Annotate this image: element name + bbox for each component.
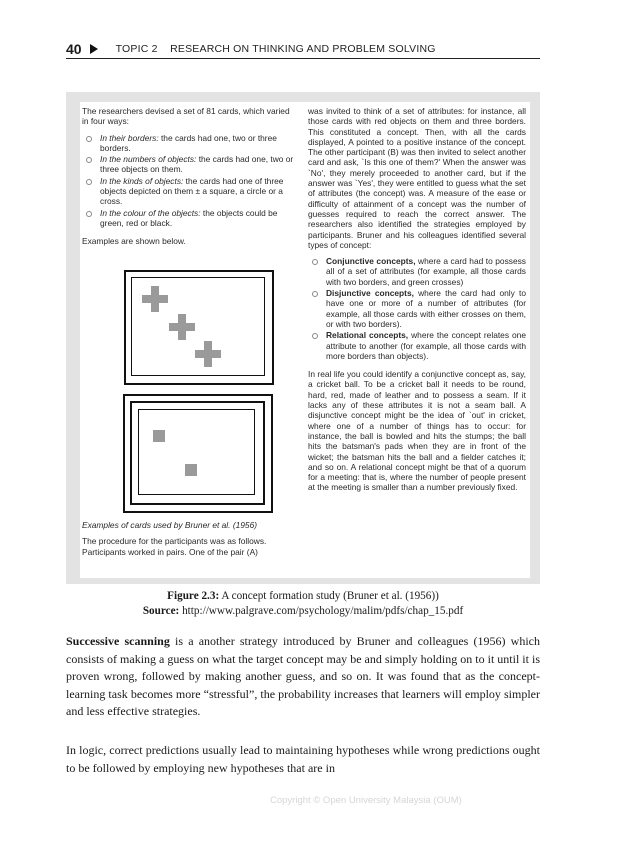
figure-title: Figure 2.3: A concept formation study (Bruner et al. (1956)) <box>167 590 439 602</box>
figure-source: Source: http://www.palgrave.com/psychology/malim/pdfs/chap_15.pdf <box>142 605 464 617</box>
list-item: In the kinds of objects: the cards had one of three objects depicted on them ± a square, a circle or a cross. <box>82 176 294 207</box>
figure-left-column <box>82 106 294 253</box>
list-item: Relational concepts, where the concept relates one attribute to another (for example, all those cards with more borders than objects). <box>308 330 526 361</box>
examples-note: Examples are shown below. <box>82 236 186 247</box>
page-number: 40 <box>66 41 82 57</box>
figure-panel <box>80 102 530 578</box>
paragraph-logic: In logic, correct predictions usually lead to maintaining hypotheses while wrong predictions ought to be followed by employing new hypotheses that are in <box>66 743 540 775</box>
copyright-watermark: Copyright © Open University Malaysia (OUM) <box>270 795 462 806</box>
example-card-squares <box>123 394 273 513</box>
concept-types-list <box>308 256 526 361</box>
figure-2-3 <box>66 92 540 584</box>
cross-icon <box>195 341 221 367</box>
procedure-text: The procedure for the participants was as follows. Participants worked in pairs. One of the pair (A) <box>82 536 267 557</box>
card-border <box>130 401 265 505</box>
figure-left-bottom <box>82 520 294 563</box>
card-border <box>138 409 255 495</box>
real-life-example: In real life you could identify a conjunctive concept as, say, a cricket ball. To be a cricket ball it needs to be round, hard, red, made of leather and to possess a seam. If it lacks any of these attributes it is not a seam ball. A disjunctive concept might be the idea of `out' in cricket, where one of a number of things has to occur: for instance, the ball is bowled and hits the stumps; the ball hits the batsman's pads when they are in front of the wicket; the batsman hits the ball and a fielder catches it; and so on. A relational concept might be that of a quorum for a meeting: that is, where the number of people present at the meeting is smaller than a number previously fixed. <box>308 369 526 493</box>
figure-caption <box>66 589 540 619</box>
list-item: In the numbers of objects: the cards had one, two or three objects on them. <box>82 154 294 175</box>
card-caption: Examples of cards used by Bruner et al. (1956) <box>82 520 258 530</box>
square-icon <box>153 430 165 442</box>
figure-right-column <box>308 106 526 499</box>
key-term: Successive scanning <box>66 634 170 648</box>
card-border <box>131 277 265 376</box>
arrow-right-icon <box>90 44 98 54</box>
list-item: In the colour of the objects: the objects could be green, red or black. <box>82 208 294 229</box>
paragraph-successive-scanning: Successive scanning is a another strategy introduced by Bruner and colleagues (1956) which consists of making a guess on what the target concept may be and simply holding on to it until it is proven wrong, followed by making another guess, and so on. It was found that as the concept-learning task becomes more “stressful”, the probability increases that learners will employ simpler and less effective strategies. <box>66 634 540 719</box>
page-header <box>66 40 540 59</box>
square-icon <box>185 464 197 476</box>
figure-intro: The researchers devised a set of 81 cards, which varied in four ways: <box>82 106 290 127</box>
example-card-crosses <box>124 270 274 385</box>
procedure-continued: was invited to think of a set of attributes: for instance, all those cards with red objects on them and three borders. This constituted a concept. Then, with all the cards displayed, A pointed to a positive instance of the concept. The other participant (B) was then invited to select another card and ask, `Is this one of them?' When the answer was `No', they merely proceeded to another card, but if the answer was `Yes', they were entitled to guess what the set of attributes (the concept) was. A measure of the ease or difficulty of attainment of a concept was the number of guesses required to reach the correct answer. The researchers also identified the strategies employed by participants. Bruner and his colleagues identified several types of concept: <box>308 106 526 250</box>
list-item: Disjunctive concepts, where the card had only to have one or more of a number of attributes (for example, all those cards with either crosses on them, or with two borders). <box>308 288 526 329</box>
cross-icon <box>169 314 195 340</box>
list-item: In their borders: the cards had one, two or three borders. <box>82 133 294 154</box>
variation-list <box>82 133 294 229</box>
running-head: TOPIC 2 RESEARCH ON THINKING AND PROBLEM SOLVING <box>115 43 436 55</box>
cross-icon <box>142 286 168 312</box>
list-item: Conjunctive concepts, where a card had to possess all of a set of attributes (for example, all those cards with two borders, and green crosses) <box>308 256 526 287</box>
